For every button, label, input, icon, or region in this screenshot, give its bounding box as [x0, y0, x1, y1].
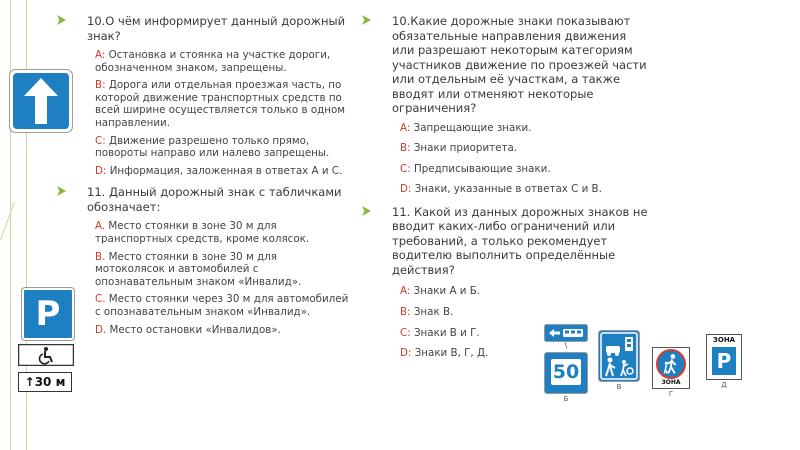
right-question-10 — [362, 14, 652, 196]
sign-b-top-mark: \ — [564, 341, 568, 350]
arrow-bullet-icon — [362, 15, 371, 25]
speed-value: 50 — [552, 361, 580, 383]
pedestrian-zone-sign — [652, 347, 690, 389]
distance-plate — [18, 372, 72, 392]
zone-word: ЗОНА — [661, 379, 681, 386]
sign-b-caption: Б — [563, 395, 569, 403]
answer-item: B. Место стоянки в зоне 30 м для мотоколясок и автомобилей с опознавательным знаком «Инвалид». — [95, 250, 302, 288]
zone-word: ЗОНА — [712, 336, 736, 344]
answer-item: A: Остановка и стоянка на участке дороги, обозначенном знаком, запрещены. — [95, 49, 331, 74]
parking-letter: P — [712, 347, 736, 375]
answer-item: D: Знаки, указанные в ответах С и В. — [400, 183, 602, 196]
sign-d-caption: Д — [721, 381, 727, 389]
up-arrow-icon: ↑ — [24, 375, 35, 389]
left-question-11 — [57, 185, 350, 336]
answer-item: D: Знаки В, Г, Д. — [400, 347, 489, 360]
decor-line-1 — [10, 0, 11, 450]
arrow-bullet-icon — [57, 186, 66, 196]
answer-item: B: Знак В. — [400, 305, 454, 318]
left-question-10 — [57, 14, 350, 177]
one-way-road-sign — [9, 69, 73, 133]
decor-line-3 — [0, 202, 15, 240]
sign-v — [598, 330, 640, 392]
pedestrian-icon — [656, 349, 686, 379]
question-text: 10.Какие дорожные знаки показывают обязательные направления движения или разрешают некоторым категориям участников движение по проезжей части или отдельным её участкам, а также вводят или отменяют некоторые ограничения? — [392, 14, 647, 115]
parking-zone-sign — [706, 334, 742, 380]
question-text: 11. Данный дорожный знак с табличками обозначает: — [87, 185, 342, 214]
answer-item: C: Предписывающие знаки. — [400, 162, 551, 175]
speed-plate — [544, 352, 588, 394]
sign-b — [544, 324, 588, 404]
answer-item: A. Место стоянки в зоне 30 м для транспортных средств, кроме колясок. — [95, 220, 310, 245]
right-column — [362, 14, 652, 360]
answer-item: D: Информация, заложенная в ответах А и С. — [95, 164, 343, 177]
disabled-plate — [18, 344, 74, 366]
answer-item: B: Дорога или отдельная проезжая часть, по которой движение транспортных средств по всей ширине осуществляется только в одном направлении. — [95, 79, 346, 129]
answer-item: C: Знаки В и Г. — [400, 326, 480, 339]
question-text: 10.О чём информирует данный дорожный знак? — [87, 14, 346, 43]
sign-g — [652, 347, 690, 399]
parking-letter: P — [35, 294, 61, 334]
left-column — [57, 14, 350, 336]
sign-v-caption: В — [616, 383, 622, 391]
answer-item: C. Место стоянки через 30 м для автомобилей с опознавательным знаком «Инвалид». — [95, 293, 349, 318]
parking-sign — [22, 288, 74, 340]
sign-d — [706, 334, 742, 390]
arrow-bullet-icon — [362, 206, 371, 216]
distance-text: 30 м — [34, 375, 66, 389]
question-text: 11. Какой из данных дорожных знаков не вводит каких-либо ограничений или требований, а только рекомендует водителю выполнить определённые действия? — [392, 204, 648, 277]
answer-item: B: Знаки приоритета. — [400, 142, 518, 155]
answer-item: A: Запрещающие знаки. — [400, 121, 532, 134]
sign-g-caption: Г — [668, 390, 674, 398]
residential-zone-sign — [598, 330, 640, 382]
answer-item: A: Знаки А и Б. — [400, 285, 481, 298]
answer-item: D. Место остановки «Инвалидов». — [95, 323, 281, 336]
bus-lane-plate — [544, 324, 588, 342]
answer-item: C: Движение разрешено только прямо, повороты направо или налево запрещены. — [95, 134, 330, 160]
arrow-bullet-icon — [57, 15, 66, 25]
